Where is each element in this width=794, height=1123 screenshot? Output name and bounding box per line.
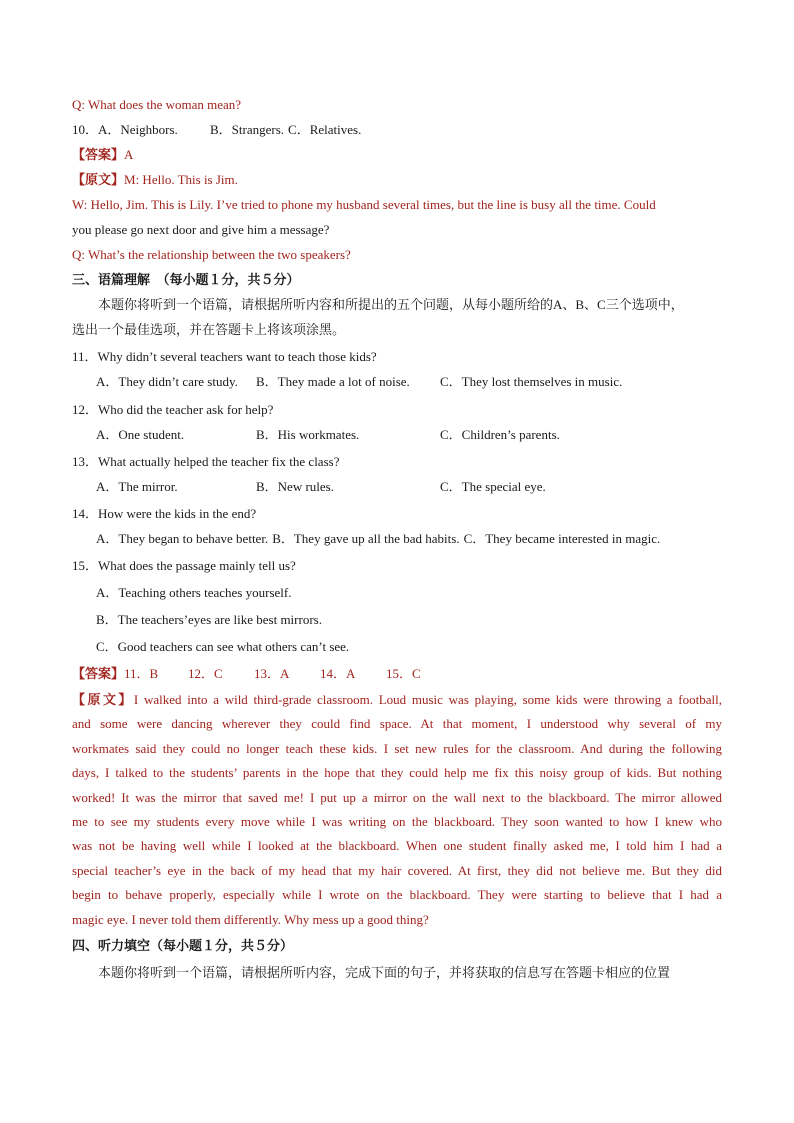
answer-item: 12．C [188, 666, 223, 681]
question-stem: 15．What does the passage mainly tell us? [72, 558, 296, 573]
option-c: C．Children’s parents. [440, 427, 560, 442]
passage-line: and some were dancing wherever they could find space. At that moment, I understood why several of my [72, 716, 722, 732]
instructions: 本题你将听到一个语篇，请根据所听内容，完成下面的句子，并将获取的信息写在答题卡相应的位置 [98, 964, 671, 980]
original-passage [72, 688, 722, 932]
options-row [72, 422, 722, 447]
answers-line [72, 661, 722, 686]
options-row [72, 369, 722, 394]
options-row [72, 474, 722, 499]
passage-line: magic eye. I never told them differently. Why mess up a good thing? [72, 911, 429, 927]
section-heading: 三、语篇理解 （每小题１分，共５分） [72, 272, 300, 287]
option-b: B．Strangers. [210, 122, 285, 137]
question-text: Q: What’s the relationship between the two speakers? [72, 247, 351, 262]
original-text-line [72, 167, 722, 192]
option-a: A．They didn’t care study. [96, 374, 238, 389]
options-row [72, 526, 722, 551]
passage-line: special teacher’s eye in the back of my head that my hair covered. At first, they did not believe me. But they did [72, 862, 722, 878]
question-stem: 11．Why didn’t several teachers want to teach those kids? [72, 349, 377, 364]
option-c: C．The special eye. [440, 479, 546, 494]
option-c: C．Relatives. [288, 122, 362, 137]
option-c: C．They became interested in magic. [463, 531, 661, 546]
option-c: C．Good teachers can see what others can’t see. [96, 639, 350, 654]
answer-line [72, 142, 722, 167]
answer-item: 15．C [386, 666, 421, 681]
answers-label: 【答案】 [72, 666, 125, 681]
original-label: 【原文】 [72, 172, 125, 187]
option-b: B．New rules. [256, 479, 334, 494]
option-b: B．They made a lot of noise. [256, 374, 410, 389]
option-a: A．One student. [96, 427, 185, 442]
passage-line: days, I talked to the students’ parents in the hope that they could help me fix this noisy group of kids. But nothing [72, 765, 722, 781]
passage-line: I walked into a wild third-grade classroom. Loud music was playing, some kids were throwing a football, [133, 692, 722, 707]
question-stem: 12．Who did the teacher ask for help? [72, 402, 274, 417]
option-a: A．Neighbors. [98, 122, 178, 137]
passage-line: begin to behave properly, especially while I wrote on the blackboard. They were starting to believe that I had a [72, 887, 722, 903]
option-a: A．Teaching others teaches yourself. [96, 585, 292, 600]
answer-item: 13．A [254, 666, 290, 681]
option-a: A．The mirror. [96, 479, 178, 494]
question-number: 10． [72, 122, 99, 137]
instructions: 选出一个最佳选项，并在答题卡上将该项涂黑。 [72, 322, 346, 337]
option-b: B．They gave up all the bad habits. [272, 531, 460, 546]
option-b: B．His workmates. [256, 427, 360, 442]
passage-line: worked! It was the mirror that saved me! I put up a mirror on the wall next to the blackboard. The mirror allowed [72, 789, 722, 805]
passage-line: was not be having well while I looked at the blackboard. When one student finally asked me, I told him I had a [72, 838, 722, 854]
question-stem: 13．What actually helped the teacher fix the class? [72, 454, 340, 469]
original-label: 【原文】 [72, 692, 134, 707]
section-heading: 四、听力填空（每小题１分，共５分） [72, 937, 294, 953]
answer-value: A [124, 147, 134, 162]
passage-line: me to see my students every move while I was writing on the blackboard. They soon wanted to how I knew who [72, 813, 722, 829]
question-stem: 14．How were the kids in the end? [72, 506, 257, 521]
document-page [72, 92, 722, 985]
original-text: W: Hello, Jim. This is Lily. I’ve tried to phone my husband several times, but the line is busy all the time. Could [72, 197, 656, 212]
question-10 [72, 117, 722, 142]
answer-item: 14．A [320, 666, 356, 681]
passage-line: workmates said they could no longer teach these kids. I set new rules for the classroom. And during the following [72, 740, 722, 756]
original-text: you please go next door and give him a message? [72, 222, 330, 237]
option-a: A．They began to behave better. [96, 531, 269, 546]
answer-label: 【答案】 [72, 147, 125, 162]
answer-item: 11．B [124, 666, 159, 681]
option-c: C．They lost themselves in music. [440, 374, 623, 389]
question-text: Q: What does the woman mean? [72, 97, 242, 112]
option-b: B．The teachers’eyes are like best mirrors. [96, 612, 322, 627]
instructions: 本题你将听到一个语篇，请根据所听内容和所提出的五个问题，从每小题所给的A、B、C三个选项中， [98, 297, 684, 312]
original-text: M: Hello. This is Jim. [124, 172, 238, 187]
